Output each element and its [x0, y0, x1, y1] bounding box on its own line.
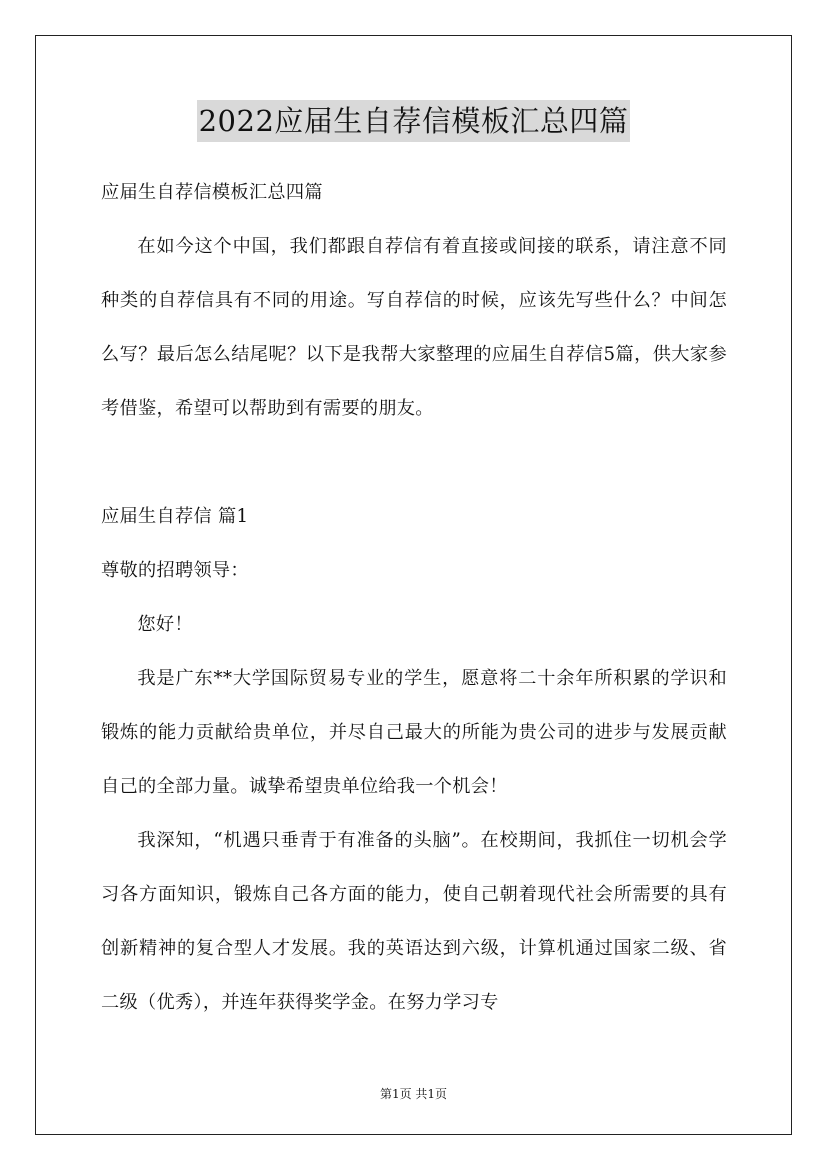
section-heading: 应届生自荐信 篇1 — [101, 506, 249, 527]
page-footer: 第1页 共1页 — [379, 1087, 448, 1101]
intro-paragraph: 在如今这个中国，我们都跟自荐信有着直接或间接的联系，请注意不同种类的自荐信具有不同的用途。写自荐信的时候，应该先写些什么？中间怎么写？最后怎么结尾呢？以下是我帮大家整理的应届生自荐信5篇，供大家参考借鉴，希望可以帮助到有需要的朋友。 — [101, 236, 727, 419]
document-title: 2022应届生自荐信模板汇总四篇 — [197, 100, 631, 142]
body-paragraph: 我是广东**大学国际贸易专业的学生，愿意将二十余年所积累的学识和锻炼的能力贡献给贵单位，并尽自己最大的所能为贵公司的进步与发展贡献自己的全部力量。诚挚希望贵单位给我一个机会！ — [101, 668, 727, 797]
salutation: 尊敬的招聘领导： — [101, 560, 249, 581]
document-body — [101, 166, 727, 1030]
body-paragraph: 我深知，“机遇只垂青于有准备的头脑”。在校期间，我抓住一切机会学习各方面知识，锻炼自己各方面的能力，使自己朝着现代社会所需要的具有创新精神的复合型人才发展。我的英语达到六级，计算机通过国家二级、省二级（优秀），并连年获得奖学金。在努力学习专 — [101, 830, 727, 1013]
subtitle: 应届生自荐信模板汇总四篇 — [101, 182, 323, 203]
title-container — [0, 100, 827, 142]
greeting: 您好！ — [137, 614, 193, 635]
